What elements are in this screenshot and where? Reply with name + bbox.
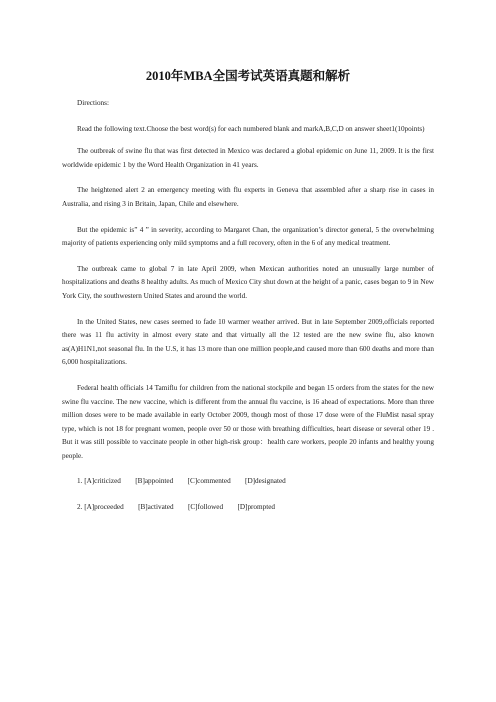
paragraph: The outbreak came to global 7 in late April 2009, when Mexican authorities noted an unusually large number of hospitalizations and deaths 8 healthy adults. As much of Mexico City shut down at the height of a panic, cases began to 9 in New York City, the southwestern United States and around the world.: [62, 264, 434, 300]
document-body: [62, 97, 434, 527]
answer-options: 2. [A]proceeded [B]activated [C]followed [D]prompted: [77, 503, 275, 512]
paragraph: The outbreak of swine flu that was first detected in Mexico was declared a global epidemic on June 11, 2009. It is the first worldwide epidemic 1 by the Word Health Organization in 41 years.: [62, 147, 434, 169]
answer-options: 1. [A]criticized [B]appointed [C]commented [D]designated: [77, 477, 286, 486]
paragraph: Read the following text.Choose the best word(s) for each numbered blank and markA,B,C,D on answer sheet1(10points): [77, 124, 425, 133]
paragraph: The heightened alert 2 an emergency meeting with flu experts in Geneva that assembled after a sharp rise in cases in Australia, and rising 3 in Britain, Japan, Chile and elsewhere.: [62, 186, 434, 208]
page-title: 2010年MBA全国考试英语真题和解析: [145, 69, 351, 83]
directions-heading: Directions:: [77, 99, 109, 107]
paragraph: But the epidemic is” 4 ” in severity, according to Margaret Chan, the organization’s director general, 5 the overwhelming majority of patients experiencing only mild symptoms and a full recovery, often in the 6 of any medical treatment.: [62, 225, 434, 248]
paragraph: In the United States, new cases seemed to fade 10 warmer weather arrived. But in late September 2009,officials reported there was 11 flu activity in almost every state and that virtually all the 12 tested are the new swine flu, also known as(A)H1N1,not seasonal flu. In the U.S, it has 13 more than one million people,and caused more than 600 deaths and more than 6,000 hospitalizations.: [62, 317, 434, 367]
paragraph: Federal health officials 14 Tamiflu for children from the national stockpile and began 15 orders from the states for the new swine flu vaccine. The new vaccine, which is different from the annual flu vaccine, is 16 ahead of expectations. More than three million doses were to be made available in early October 2009, though most of those 17 dose were of the FluMist nasal spray type, which is not 18 for pregnant women, people over 50 or those with breathing difficulties, heart disease or several other 19 . But it was still possible to vaccinate people in other high-risk group：health care workers, people 20 infants and healthy young people.: [62, 383, 434, 460]
